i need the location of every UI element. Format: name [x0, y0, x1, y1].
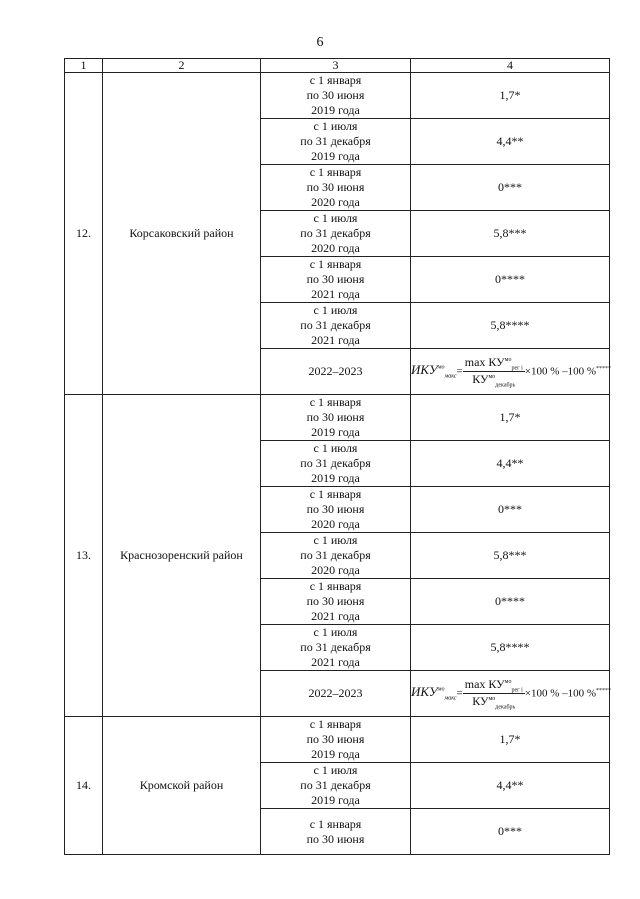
header-cell-1: 1 — [65, 59, 103, 73]
period-cell — [261, 809, 411, 855]
formula-denominator-text: КУ — [472, 372, 489, 386]
period-line: с 1 июля — [313, 211, 358, 225]
period-line: 2020 года — [311, 563, 360, 577]
formula-stars: ***** — [596, 365, 612, 372]
district-name: Краснозоренский район — [103, 395, 261, 717]
period-cell — [261, 763, 411, 809]
value-cell: 5,8*** — [411, 211, 610, 257]
period-line: с 1 июля — [313, 441, 358, 455]
period-line: 2022–2023 — [308, 364, 363, 378]
formula-stars: ***** — [596, 687, 612, 694]
period-line: по 30 июня — [306, 831, 365, 846]
period-line: с 1 января — [309, 257, 362, 271]
value-cell: 0*** — [411, 809, 610, 855]
period-line: с 1 июля — [313, 303, 358, 317]
value-cell: 0*** — [411, 165, 610, 211]
formula-numerator-sub: рег i — [511, 687, 523, 693]
period-cell — [261, 671, 411, 717]
period-line: с 1 января — [309, 165, 362, 179]
period-cell — [261, 349, 411, 395]
period-line: по 30 июня — [306, 410, 365, 424]
formula-fraction — [463, 355, 525, 389]
value-cell: 4,4** — [411, 763, 610, 809]
period-line: по 30 июня — [306, 88, 365, 102]
period-line: 2021 года — [311, 333, 360, 347]
formula-cell — [411, 671, 610, 717]
value-cell: 5,8*** — [411, 533, 610, 579]
period-line: с 1 июля — [313, 119, 358, 133]
period-line: 2022–2023 — [308, 686, 363, 700]
period-line: с 1 июля — [313, 763, 358, 777]
period-line: по 31 декабря — [300, 134, 371, 148]
period-line: с 1 января — [309, 579, 362, 593]
page-number: 6 — [316, 35, 324, 50]
header-cell-3: 3 — [261, 59, 411, 73]
period-line: 2019 года — [311, 103, 360, 117]
value-cell: 5,8**** — [411, 303, 610, 349]
period-cell — [261, 73, 411, 119]
period-cell — [261, 579, 411, 625]
formula-lhs-sub: макс — [444, 373, 457, 380]
period-cell — [261, 211, 411, 257]
period-line: по 31 декабря — [300, 778, 371, 792]
value-cell: 5,8**** — [411, 625, 610, 671]
period-line: по 30 июня — [306, 502, 365, 516]
period-cell — [261, 119, 411, 165]
period-cell — [261, 717, 411, 763]
period-cell — [261, 257, 411, 303]
formula-numerator-sup: мо — [504, 678, 512, 685]
formula-lhs-sup: мо — [437, 686, 445, 693]
value-cell: 1,7* — [411, 717, 610, 763]
period-line: с 1 января — [309, 395, 362, 409]
period-line: 2021 года — [311, 609, 360, 623]
value-cell: 4,4** — [411, 119, 610, 165]
period-cell — [261, 395, 411, 441]
period-line: 2019 года — [311, 471, 360, 485]
period-line: 2019 года — [311, 149, 360, 163]
period-line: с 1 июля — [313, 625, 358, 639]
formula-numerator — [463, 677, 525, 694]
period-line: 2020 года — [311, 195, 360, 209]
period-line: по 31 декабря — [300, 318, 371, 332]
period-cell — [261, 303, 411, 349]
formula-denominator — [463, 694, 525, 710]
period-line: с 1 января — [309, 717, 362, 731]
formula-numerator-sup: мо — [504, 356, 512, 363]
period-line: по 30 июня — [306, 272, 365, 286]
formula-eq: = — [456, 687, 463, 700]
formula-lhs-text: ИКУ — [411, 362, 438, 378]
value-cell: 0**** — [411, 257, 610, 303]
formula-numerator — [463, 355, 525, 372]
period-line: по 31 декабря — [300, 548, 371, 562]
period-line: по 31 декабря — [300, 640, 371, 654]
formula-tail: ×100 % –100 % — [524, 365, 597, 378]
value-cell: 1,7* — [411, 73, 610, 119]
formula-denominator-sub: декабрь — [495, 704, 516, 711]
formula-fraction — [463, 677, 525, 711]
table-row — [65, 73, 610, 119]
formula-cell — [411, 349, 610, 395]
district-name: Корсаковский район — [103, 73, 261, 395]
formula-lhs-sub: макс — [444, 695, 457, 702]
district-name: Кромской район — [103, 717, 261, 855]
district-number: 13. — [65, 395, 103, 717]
formula-numerator-sub: рег i — [511, 365, 523, 371]
period-line: с 1 января — [309, 73, 362, 87]
period-line: 2021 года — [311, 655, 360, 669]
formula-denominator-text: КУ — [472, 694, 489, 708]
formula-denominator-sub: декабрь — [495, 382, 516, 389]
district-number: 14. — [65, 717, 103, 855]
header-cell-2: 2 — [103, 59, 261, 73]
period-cell — [261, 625, 411, 671]
header-row — [65, 59, 610, 73]
period-line: по 30 июня — [306, 180, 365, 194]
period-line: 2019 года — [311, 425, 360, 439]
value-cell: 0**** — [411, 579, 610, 625]
period-cell — [261, 441, 411, 487]
table-body — [65, 59, 610, 855]
formula-denominator-sup: мо — [488, 374, 496, 380]
period-line: 2020 года — [311, 241, 360, 255]
table-row — [65, 395, 610, 441]
period-line: 2021 года — [311, 287, 360, 301]
period-line: по 30 июня — [306, 732, 365, 746]
formula-numerator-text: max КУ — [464, 676, 505, 691]
value-cell: 1,7* — [411, 395, 610, 441]
district-number: 12. — [65, 73, 103, 395]
formula-lhs — [411, 684, 457, 702]
period-cell — [261, 533, 411, 579]
value-cell: 4,4** — [411, 441, 610, 487]
period-line: по 31 декабря — [300, 456, 371, 470]
period-line: по 31 декабря — [300, 226, 371, 240]
formula-lhs — [411, 362, 457, 380]
period-line: 2019 года — [311, 747, 360, 761]
period-line: с 1 января — [309, 816, 362, 831]
formula-lhs-text: ИКУ — [411, 684, 438, 700]
period-line: 2019 года — [311, 793, 360, 807]
value-cell: 0*** — [411, 487, 610, 533]
period-line: по 30 июня — [306, 594, 365, 608]
period-cell — [261, 165, 411, 211]
tariff-table — [64, 58, 610, 855]
formula-denominator-sup: мо — [488, 696, 496, 702]
formula-lhs-sup: мо — [437, 364, 445, 371]
period-line: 2020 года — [311, 517, 360, 531]
period-cell — [261, 487, 411, 533]
period-line: с 1 января — [309, 487, 362, 501]
formula-eq: = — [456, 365, 463, 378]
table-row — [65, 717, 610, 763]
formula-numerator-text: max КУ — [464, 354, 505, 369]
formula-denominator — [463, 372, 525, 388]
header-cell-4: 4 — [411, 59, 610, 73]
formula-tail: ×100 % –100 % — [524, 687, 597, 700]
period-line: с 1 июля — [313, 533, 358, 547]
